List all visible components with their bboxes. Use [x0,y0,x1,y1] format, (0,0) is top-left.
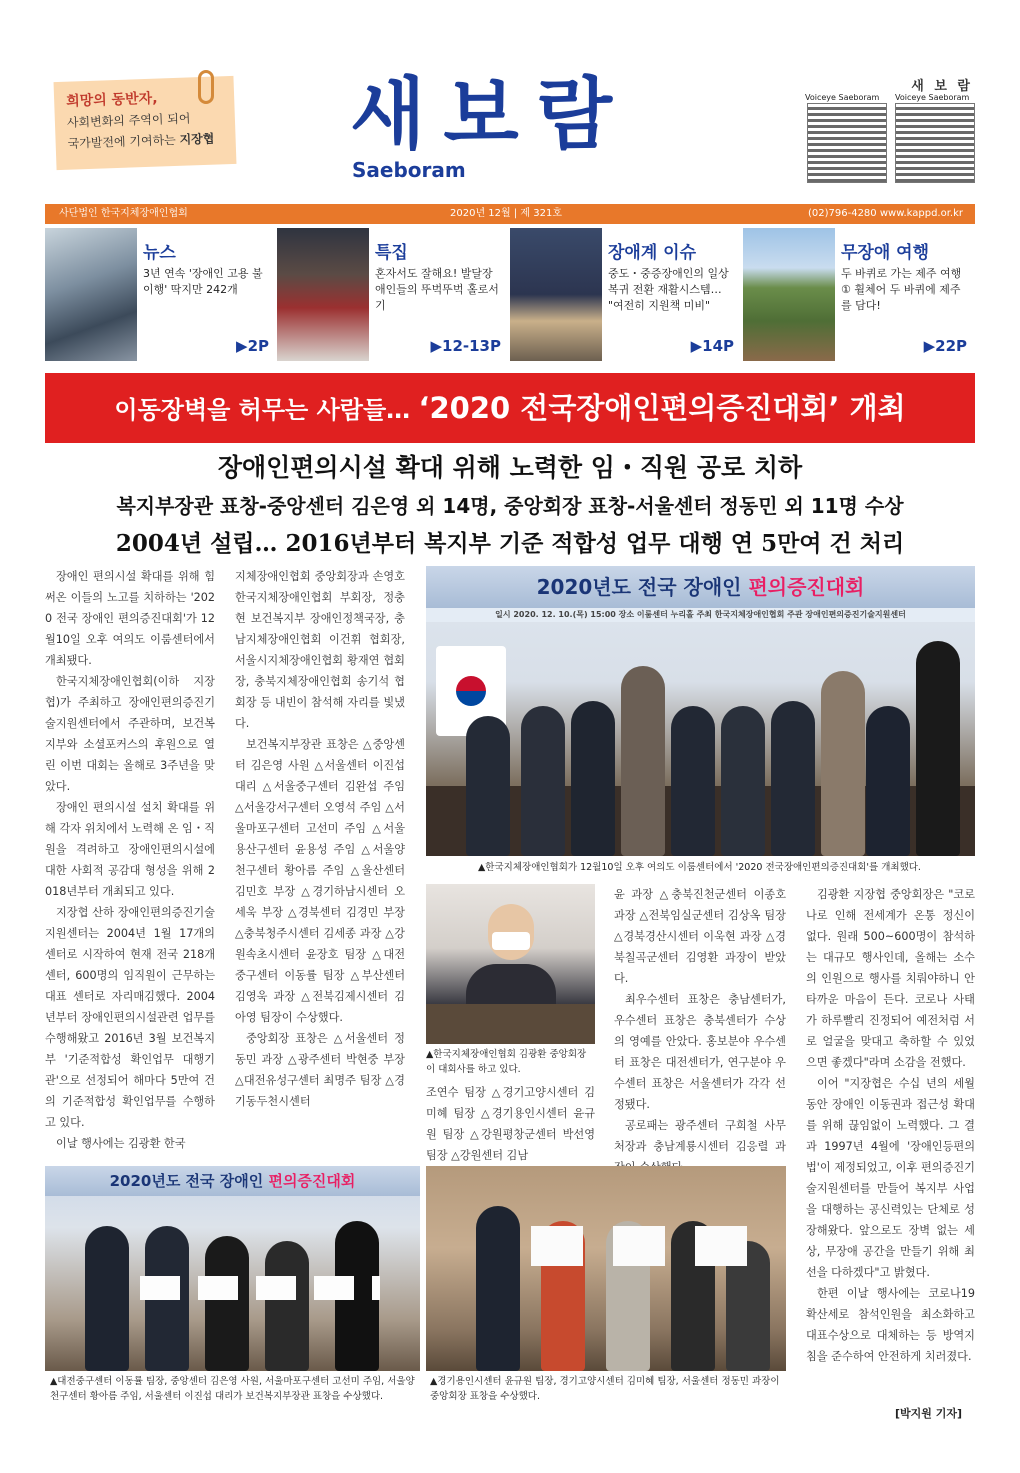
headline-banner [45,373,975,443]
byline: [박지원 기자] [895,1407,963,1420]
teaser-category: 뉴스 [143,243,176,263]
voiceye-codes [805,75,975,175]
paragraph: 지장협 산하 장애인편의증진기술지원센터는 2004년 1월 17개의 센터로 시작하여 현재 전국 218개 센터, 600명의 임직원이 근무하는 대표 센터로 자리매김했다. 2004년부터 장애인편의시설관련 업무를 수행해왔고 2016년 3월 보건복지부 '기준적합성 확인업무 대행기관'으로 선정되어 해마다 5만여 건의 기준적합성 확인업무를 수행하고 있다. [45,906,215,1129]
article-column-3 [426,1082,595,1166]
article-column-5 [806,884,975,1367]
main-photo[interactable] [426,566,975,856]
teaser-feature[interactable] [277,228,509,361]
teaser-photo [277,228,369,361]
teaser-text: 혼자서도 잘해요! 발달장애인들의 뚜벅뚜벅 홀로서기 [375,267,499,312]
subheadline-3: 2004년 설립… 2016년부터 복지부 기준 적합성 업무 대행 연 5만여 건 처리 [115,530,905,557]
headline-quote: ‘2020 전국장애인편의증진대회’ 개최 [418,391,906,425]
org-name: 사단법인 한국지체장애인협회 [59,208,188,219]
teaser-photo [45,228,137,361]
teaser-text: 중도・중증장애인의 일상복귀 전환 재활시스템… "여전히 지원책 미비" [608,267,729,312]
voiceye-code-2[interactable] [895,103,975,183]
teaser-page[interactable]: ▶22P [923,337,967,355]
speaker-caption: ▲한국지체장애인협회 김광환 중앙회장이 대회사를 하고 있다. [426,1049,587,1075]
teaser-page[interactable]: ▶14P [690,337,734,355]
paragraph: 중앙회장 표창은 △서울센터 정동민 과장 △광주센터 박현중 부장 △대전유성구센터 최명주 팀장 △경기동두천시센터 [235,1032,405,1108]
teaser-photo [510,228,602,361]
award-photo-1[interactable] [45,1166,420,1371]
contact-info: (02)796-4280 www.kappd.or.kr [807,208,963,219]
paragraph: 장애인 편의시설 설치 확대를 위해 각자 위치에서 노력해 온 임・직원을 격려하고 장애인편의시설에 대한 사회적 공감대 형성을 위해 2018년부터 개최되고 있다. [45,801,215,898]
paragraph: 윤 과장 △충북진천군센터 이종호 과장 △전북임실군센터 김상옥 팀장 △경북경산시센터 이욱현 과장 △경북칠곡군센터 김영환 과장이 받았다. [614,888,786,985]
masthead [350,69,670,182]
masthead-title-en: Saeboram [352,158,466,182]
slogan-line-3: 국가발전에 기여하는 지장협 [67,131,215,151]
qr-title: 새 보 람 [911,79,973,94]
issue-number: 2020년 12월 | 제 321호 [450,208,562,219]
award-photo-1-caption: ▲대전중구센터 이동률 팀장, 중앙센터 김은영 사원, 서울마포구센터 고선미 주임, 서울양천구센터 황아름 주임, 서울센터 이진섭 대리가 보건복지부장관 표창을 수상했다. [50,1376,415,1402]
teaser-photo [743,228,835,361]
teaser-travel[interactable] [743,228,975,361]
article-column-1 [45,566,215,1154]
qr-label-2: Voiceye Saeboram [895,93,970,102]
paragraph: 장애인 편의시설 확대를 위해 힘써온 이들의 노고를 치하하는 '2020 전국 장애인 편의증진대회'가 12월10일 오후 여의도 이룸센터에서 개최됐다. [45,570,215,667]
voiceye-code-1[interactable] [807,103,887,183]
paragraph: 지체장애인협회 중앙회장과 손영호 한국지체장애인협회 부회장, 정충현 보건복지부 장애인정책국장, 충남지체장애인협회 이건휘 협회장, 서울시지체장애인협회 황재연 협회장, 충북지체장애인협회 송기석 협회장 등 내빈이 참석해 자리를 빛냈다. [235,570,405,730]
paragraph: 공로패는 광주센터 구희철 사무처장과 충남계룡시센터 김응렬 과 [614,1119,786,1153]
masthead-title: 새보람 [350,69,631,160]
speaker-photo[interactable] [426,884,595,1044]
paragraph: 김광환 지장협 중앙회장은 "코로나로 인해 전세계가 온통 정신이 없다. 원래 500~600명이 참석하는 대규모 행사인데, 올해는 소수의 인원으로 행사를 치뤄야하니 안타까운 마음이 든다. 코로나 사태가 하루빨리 진정되어 예전처럼 서로 얼굴을 맞대고 축하할 수 있었으면 좋겠다"라며 소감을 전했다. [806,888,975,1069]
teaser-news[interactable] [45,228,277,361]
award-photo-2-caption: ▲경기용인시센터 윤규원 팀장, 경기고양시센터 김미혜 팀장, 서울센터 정동민 과장이 중앙회장 표창을 수상했다. [430,1376,780,1402]
paragraph: 이어 "지장협은 수십 년의 세월동안 장애인 이동권과 접근성 확대를 위해 끊임없이 노력했다. 그 결과 1997년 4월에 '장애인등편의법'이 제정되었고, 이후 편의증진기술지원센터를 만들어 복지부 사업을 대행하는 공신력있는 단체로 성장해왔다. 앞으로도 장벽 없는 세상, 무장애 공간을 만들기 위해 최선을 다하겠다"고 밝혔다. [806,1077,975,1279]
teaser-category: 무장애 여행 [841,243,930,263]
event-banner: 2020년도 전국 장애인 편의증진대회 [45,1166,420,1196]
event-banner: 2020년도 전국 장애인 편의증진대회 일시 2020. 12. 10.(목) 15:00 장소 이룸센터 누리홀 주최 한국지체장애인협회 주관 장애인편의증진기술지원센터 [426,566,975,608]
article-column-4 [614,884,786,1178]
main-photo-caption: ▲한국지체장애인협회가 12월10일 오후 여의도 이룸센터에서 '2020 전국장애인편의증진대회'를 개최했다. [478,862,921,873]
slogan-line-1: 희망의 동반자, [65,90,158,110]
paragraph: 한편 이날 행사에는 코로나19 확산세로 참석인원을 최소화하고 대표수상으로 대체하는 등 방역지침을 준수하여 안전하게 치러졌다. [806,1287,975,1363]
teaser-issue[interactable] [510,228,742,361]
teaser-page[interactable]: ▶2P [236,337,269,355]
teaser-text: 3년 연속 '장애인 고용 불이행' 딱지만 242개 [143,267,263,296]
teaser-category: 장애계 이슈 [608,243,697,263]
subheadline-2: 복지부장관 표창-중앙센터 김은영 외 14명, 중앙회장 표창-서울센터 정동민 외 11명 수상 [116,494,904,518]
paragraph: 이날 행사에는 김광환 한국 [56,1137,186,1150]
subheadline-1: 장애인편의시설 확대 위해 노력한 임・직원 공로 치하 [217,453,803,482]
event-banner-details: 일시 2020. 12. 10.(목) 15:00 장소 이룸센터 누리홀 주최 한국지체장애인협회 주관 장애인편의증진기술지원센터 [426,608,975,622]
article-column-2 [235,566,405,1112]
paragraph: 최우수센터 표창은 충남센터가, 우수센터 표창은 충북센터가 수상의 영예를 안았다. 홍보분야 우수센터 표창은 대전센터가, 연구분야 우수센터 표창은 서울센터가 각각 선정됐다. [614,993,786,1111]
teaser-text: 두 바퀴로 가는 제주 여행 ① 휠체어 두 바퀴에 제주를 담다! [841,267,962,312]
issue-info-bar [45,204,975,224]
slogan-line-2: 사회변화의 주역이 되어 [66,111,191,130]
paperclip-icon [198,70,214,104]
headline-pre: 이동장벽을 허무는 사람들… [114,396,419,424]
paragraph: 보건복지부장관 표창은 △중앙센터 김은영 사원 △서울센터 이진섭 대리 △서울중구센터 김완섭 주임 △서울강서구센터 오영석 주임 △서울마포구센터 고선미 주임 △서울용산구센터 윤용성 주임 △서울양천구센터 황아름 주임 △울산센터 김민호 부장 △경기하남시센터 오세욱 부장 △경북센터 김경민 부장 △충북청주시센터 김세종 과장 △강원속초시센터 윤장호 팀장 △대전중구센터 이동률 팀장 △부산센터 김영욱 과장 △전북김제시센터 김아영 팀장이 수상했다. [235,738,405,1024]
paragraph: 한국지체장애인협회(이하 지장협)가 주최하고 장애인편의증진기술지원센터에서 주관하며, 보건복지부와 소셜포커스의 후원으로 열린 이번 대회는 올해로 3주년을 맞았다. [45,675,215,793]
qr-label-1: Voiceye Saeboram [805,93,880,102]
award-photo-2[interactable] [426,1166,786,1371]
paragraph: 조연수 팀장 △경기고양시센터 김미혜 팀장 △경기용인시센터 윤규원 팀장 △강원평창군센터 박선영 팀장 △강원센터 김남 [426,1086,595,1162]
teaser-category: 특집 [375,243,408,263]
teaser-page[interactable]: ▶12-13P [430,337,501,355]
